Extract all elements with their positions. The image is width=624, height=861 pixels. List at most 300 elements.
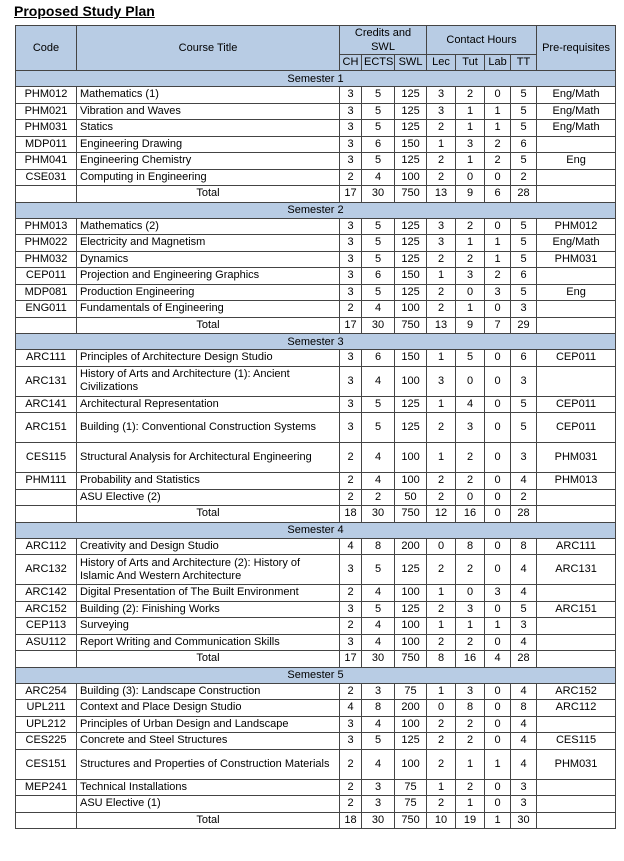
course-tt-cell: 4 [511,733,537,750]
course-row [16,301,616,318]
course-tt-cell: 4 [511,585,537,602]
course-ch-cell: 3 [340,153,362,170]
total-label: Total [77,651,340,668]
course-title-cell: Building (2): Finishing Works [77,601,340,618]
total-prereq-cell [537,506,616,523]
total-row [16,186,616,203]
course-tt-cell: 5 [511,235,537,252]
course-code-cell: CES225 [16,733,77,750]
course-title-cell: Electricity and Magnetism [77,235,340,252]
course-row [16,235,616,252]
course-tt-cell: 4 [511,634,537,651]
course-code-cell: ARC132 [16,555,77,585]
course-title-cell: Mathematics (1) [77,87,340,104]
total-label: Total [77,812,340,829]
course-ch-cell: 2 [340,301,362,318]
course-row [16,350,616,367]
course-lab-cell: 0 [485,538,511,555]
course-pre-cell: ARC111 [537,538,616,555]
semester-label: Semester 4 [16,522,616,538]
total-ch-cell: 18 [340,506,362,523]
course-pre-cell [537,779,616,796]
header-tut: Tut [456,55,485,71]
header-credits-swl: Credits and SWL [340,26,427,55]
course-lec-cell: 2 [427,120,456,137]
semester-header-row [16,334,616,350]
course-lab-cell: 0 [485,413,511,443]
course-ects-cell: 4 [362,366,395,396]
course-tt-cell: 5 [511,120,537,137]
course-lec-cell: 2 [427,301,456,318]
course-ects-cell: 4 [362,443,395,473]
course-ch-cell: 3 [340,350,362,367]
course-swl-cell: 100 [395,618,427,635]
course-swl-cell: 125 [395,284,427,301]
course-pre-cell: Eng/Math [537,120,616,137]
total-lab-cell: 1 [485,812,511,829]
total-tut-cell: 19 [456,812,485,829]
course-tut-cell: 0 [456,284,485,301]
course-swl-cell: 50 [395,489,427,506]
course-swl-cell: 100 [395,585,427,602]
course-lec-cell: 0 [427,538,456,555]
course-row [16,585,616,602]
course-tut-cell: 2 [456,443,485,473]
course-row [16,489,616,506]
semester-label: Semester 2 [16,202,616,218]
course-lab-cell: 0 [485,555,511,585]
course-lab-cell: 1 [485,251,511,268]
course-tut-cell: 1 [456,235,485,252]
course-lec-cell: 2 [427,169,456,186]
course-ch-cell: 3 [340,136,362,153]
course-tt-cell: 4 [511,555,537,585]
course-ch-cell: 3 [340,555,362,585]
course-title-cell: Concrete and Steel Structures [77,733,340,750]
course-pre-cell: CEP011 [537,413,616,443]
course-lec-cell: 2 [427,716,456,733]
course-pre-cell: ARC112 [537,700,616,717]
course-code-cell: PHM012 [16,87,77,104]
semester-label: Semester 1 [16,71,616,87]
course-ch-cell: 3 [340,396,362,413]
course-ects-cell: 6 [362,136,395,153]
course-pre-cell [537,618,616,635]
course-tut-cell: 8 [456,700,485,717]
course-code-cell: ARC152 [16,601,77,618]
course-title-cell: Building (3): Landscape Construction [77,683,340,700]
course-row [16,634,616,651]
course-row [16,169,616,186]
course-pre-cell: Eng/Math [537,103,616,120]
course-swl-cell: 125 [395,87,427,104]
course-ects-cell: 5 [362,87,395,104]
course-tut-cell: 0 [456,489,485,506]
course-ects-cell: 4 [362,169,395,186]
course-tut-cell: 2 [456,251,485,268]
course-swl-cell: 150 [395,268,427,285]
course-lab-cell: 0 [485,218,511,235]
course-tt-cell: 5 [511,103,537,120]
course-ects-cell: 4 [362,473,395,490]
course-swl-cell: 125 [395,235,427,252]
course-code-cell: ASU112 [16,634,77,651]
course-lab-cell: 0 [485,700,511,717]
total-tt-cell: 28 [511,506,537,523]
course-code-cell: ARC111 [16,350,77,367]
course-lab-cell: 0 [485,779,511,796]
total-ects-cell: 30 [362,317,395,334]
header-code: Code [16,26,77,71]
course-lab-cell: 0 [485,301,511,318]
total-lec-cell: 13 [427,186,456,203]
course-code-cell: CEP011 [16,268,77,285]
course-tut-cell: 3 [456,268,485,285]
course-row [16,538,616,555]
course-title-cell: Engineering Drawing [77,136,340,153]
table-body [16,71,616,829]
course-ects-cell: 4 [362,585,395,602]
course-tt-cell: 6 [511,268,537,285]
course-lec-cell: 2 [427,634,456,651]
semester-header-row [16,202,616,218]
course-ch-cell: 3 [340,120,362,137]
course-ch-cell: 2 [340,443,362,473]
total-lab-cell: 7 [485,317,511,334]
course-code-cell [16,796,77,813]
course-title-cell: Vibration and Waves [77,103,340,120]
course-title-cell: Surveying [77,618,340,635]
course-title-cell: Principles of Urban Design and Landscape [77,716,340,733]
course-pre-cell: PHM012 [537,218,616,235]
course-row [16,555,616,585]
course-title-cell: Principles of Architecture Design Studio [77,350,340,367]
total-prereq-cell [537,812,616,829]
total-tut-cell: 9 [456,317,485,334]
course-tut-cell: 2 [456,716,485,733]
course-row [16,716,616,733]
course-title-cell: Building (1): Conventional Construction Systems [77,413,340,443]
course-title-cell: Probability and Statistics [77,473,340,490]
course-title-cell: History of Arts and Architecture (1): Ancient Civilizations [77,366,340,396]
total-label: Total [77,186,340,203]
course-title-cell: Engineering Chemistry [77,153,340,170]
header-contact-hours: Contact Hours [427,26,537,55]
total-ch-cell: 17 [340,651,362,668]
total-code-cell [16,506,77,523]
course-lec-cell: 2 [427,601,456,618]
course-tut-cell: 3 [456,683,485,700]
course-pre-cell [537,169,616,186]
total-swl-cell: 750 [395,186,427,203]
course-title-cell: Digital Presentation of The Built Environment [77,585,340,602]
course-code-cell: MDP011 [16,136,77,153]
course-lec-cell: 3 [427,366,456,396]
total-code-cell [16,651,77,668]
course-ects-cell: 4 [362,716,395,733]
course-lab-cell: 1 [485,235,511,252]
course-row [16,601,616,618]
course-tut-cell: 3 [456,413,485,443]
total-ch-cell: 18 [340,812,362,829]
page-title: Proposed Study Plan [14,3,155,19]
course-code-cell: CSE031 [16,169,77,186]
total-tt-cell: 28 [511,186,537,203]
course-swl-cell: 100 [395,473,427,490]
course-lec-cell: 1 [427,443,456,473]
course-tut-cell: 1 [456,749,485,779]
course-ects-cell: 4 [362,634,395,651]
course-lab-cell: 0 [485,350,511,367]
semester-header-row [16,522,616,538]
course-tut-cell: 5 [456,350,485,367]
course-pre-cell: CEP011 [537,396,616,413]
course-code-cell: UPL212 [16,716,77,733]
course-lec-cell: 2 [427,413,456,443]
course-row [16,396,616,413]
course-ch-cell: 2 [340,473,362,490]
course-swl-cell: 100 [395,634,427,651]
course-tt-cell: 3 [511,443,537,473]
course-tut-cell: 1 [456,301,485,318]
total-tt-cell: 30 [511,812,537,829]
course-tut-cell: 0 [456,366,485,396]
course-pre-cell: Eng [537,284,616,301]
header-lec: Lec [427,55,456,71]
course-swl-cell: 200 [395,538,427,555]
course-tut-cell: 1 [456,796,485,813]
course-swl-cell: 100 [395,301,427,318]
total-ects-cell: 30 [362,812,395,829]
total-label: Total [77,506,340,523]
course-ch-cell: 3 [340,601,362,618]
course-title-cell: ASU Elective (1) [77,796,340,813]
total-lab-cell: 4 [485,651,511,668]
course-row [16,103,616,120]
total-swl-cell: 750 [395,506,427,523]
header-tt: TT [511,55,537,71]
semester-header-row [16,667,616,683]
course-lec-cell: 3 [427,103,456,120]
course-code-cell: CES115 [16,443,77,473]
total-swl-cell: 750 [395,812,427,829]
total-ects-cell: 30 [362,186,395,203]
course-lec-cell: 0 [427,700,456,717]
total-ch-cell: 17 [340,317,362,334]
course-tt-cell: 3 [511,301,537,318]
course-swl-cell: 125 [395,413,427,443]
course-ch-cell: 2 [340,796,362,813]
course-lec-cell: 2 [427,473,456,490]
course-title-cell: Creativity and Design Studio [77,538,340,555]
course-ects-cell: 4 [362,749,395,779]
total-tt-cell: 29 [511,317,537,334]
course-code-cell: PHM021 [16,103,77,120]
course-lec-cell: 3 [427,235,456,252]
course-title-cell: Structural Analysis for Architectural Engineering [77,443,340,473]
total-lab-cell: 6 [485,186,511,203]
course-row [16,120,616,137]
course-tt-cell: 5 [511,218,537,235]
course-tut-cell: 2 [456,634,485,651]
course-ch-cell: 3 [340,413,362,443]
course-lab-cell: 2 [485,153,511,170]
course-title-cell: Mathematics (2) [77,218,340,235]
course-ects-cell: 4 [362,618,395,635]
course-tt-cell: 3 [511,366,537,396]
table-header [16,26,616,71]
course-ects-cell: 5 [362,396,395,413]
course-lab-cell: 3 [485,284,511,301]
course-tt-cell: 3 [511,618,537,635]
course-swl-cell: 150 [395,350,427,367]
course-swl-cell: 100 [395,443,427,473]
course-lab-cell: 0 [485,366,511,396]
total-ch-cell: 17 [340,186,362,203]
course-tt-cell: 5 [511,87,537,104]
course-ch-cell: 2 [340,489,362,506]
course-tt-cell: 2 [511,169,537,186]
course-tt-cell: 8 [511,538,537,555]
course-pre-cell: Eng/Math [537,87,616,104]
course-row [16,218,616,235]
course-swl-cell: 125 [395,120,427,137]
course-tt-cell: 5 [511,153,537,170]
course-pre-cell [537,634,616,651]
total-ects-cell: 30 [362,506,395,523]
course-tt-cell: 3 [511,779,537,796]
course-ch-cell: 4 [340,700,362,717]
course-tut-cell: 1 [456,153,485,170]
course-row [16,153,616,170]
course-lec-cell: 3 [427,87,456,104]
course-tt-cell: 5 [511,251,537,268]
course-tt-cell: 2 [511,489,537,506]
course-tt-cell: 4 [511,473,537,490]
total-row [16,651,616,668]
course-ects-cell: 5 [362,153,395,170]
course-tut-cell: 2 [456,218,485,235]
header-ch: CH [340,55,362,71]
course-lab-cell: 0 [485,683,511,700]
course-row [16,700,616,717]
course-swl-cell: 100 [395,716,427,733]
course-code-cell: ARC141 [16,396,77,413]
course-tut-cell: 4 [456,396,485,413]
course-code-cell: PHM022 [16,235,77,252]
course-lab-cell: 1 [485,749,511,779]
course-tt-cell: 5 [511,413,537,443]
course-code-cell: ARC142 [16,585,77,602]
course-ch-cell: 4 [340,538,362,555]
course-lec-cell: 2 [427,796,456,813]
course-ch-cell: 2 [340,585,362,602]
course-title-cell: Structures and Properties of Construction Materials [77,749,340,779]
course-title-cell: Computing in Engineering [77,169,340,186]
course-swl-cell: 125 [395,555,427,585]
course-ects-cell: 8 [362,538,395,555]
course-title-cell: Technical Installations [77,779,340,796]
course-swl-cell: 100 [395,366,427,396]
course-lec-cell: 1 [427,136,456,153]
total-tt-cell: 28 [511,651,537,668]
course-code-cell: PHM013 [16,218,77,235]
course-pre-cell: CES115 [537,733,616,750]
course-lec-cell: 1 [427,585,456,602]
course-row [16,443,616,473]
course-tut-cell: 1 [456,618,485,635]
course-tut-cell: 8 [456,538,485,555]
course-pre-cell: ARC152 [537,683,616,700]
course-lec-cell: 2 [427,284,456,301]
course-tt-cell: 4 [511,749,537,779]
total-prereq-cell [537,651,616,668]
course-ch-cell: 2 [340,683,362,700]
course-lab-cell: 2 [485,136,511,153]
course-tt-cell: 4 [511,683,537,700]
course-pre-cell: CEP011 [537,350,616,367]
course-row [16,366,616,396]
course-title-cell: Production Engineering [77,284,340,301]
course-ch-cell: 3 [340,366,362,396]
course-lec-cell: 2 [427,555,456,585]
total-lab-cell: 0 [485,506,511,523]
course-swl-cell: 125 [395,396,427,413]
course-tut-cell: 0 [456,585,485,602]
course-lab-cell: 1 [485,618,511,635]
course-swl-cell: 150 [395,136,427,153]
course-pre-cell [537,585,616,602]
course-lec-cell: 2 [427,251,456,268]
course-code-cell: MEP241 [16,779,77,796]
course-tt-cell: 3 [511,796,537,813]
course-code-cell: CEP113 [16,618,77,635]
course-row [16,733,616,750]
total-lec-cell: 8 [427,651,456,668]
total-row [16,506,616,523]
course-pre-cell: PHM031 [537,749,616,779]
header-lab: Lab [485,55,511,71]
course-lab-cell: 0 [485,489,511,506]
course-code-cell: ARC112 [16,538,77,555]
course-lab-cell: 0 [485,716,511,733]
course-lab-cell: 1 [485,120,511,137]
course-ch-cell: 2 [340,779,362,796]
study-plan-table [15,25,616,829]
course-title-cell: Fundamentals of Engineering [77,301,340,318]
course-title-cell: Report Writing and Communication Skills [77,634,340,651]
course-lab-cell: 0 [485,634,511,651]
course-tut-cell: 2 [456,87,485,104]
course-ch-cell: 3 [340,284,362,301]
course-code-cell [16,489,77,506]
course-ects-cell: 5 [362,733,395,750]
total-tut-cell: 16 [456,506,485,523]
course-ects-cell: 5 [362,218,395,235]
course-title-cell: Dynamics [77,251,340,268]
course-lab-cell: 0 [485,87,511,104]
course-ects-cell: 6 [362,268,395,285]
course-tt-cell: 5 [511,601,537,618]
course-title-cell: Context and Place Design Studio [77,700,340,717]
total-tut-cell: 16 [456,651,485,668]
course-lec-cell: 1 [427,618,456,635]
course-swl-cell: 200 [395,700,427,717]
total-code-cell [16,812,77,829]
total-code-cell [16,186,77,203]
course-lab-cell: 0 [485,396,511,413]
course-pre-cell: ARC131 [537,555,616,585]
